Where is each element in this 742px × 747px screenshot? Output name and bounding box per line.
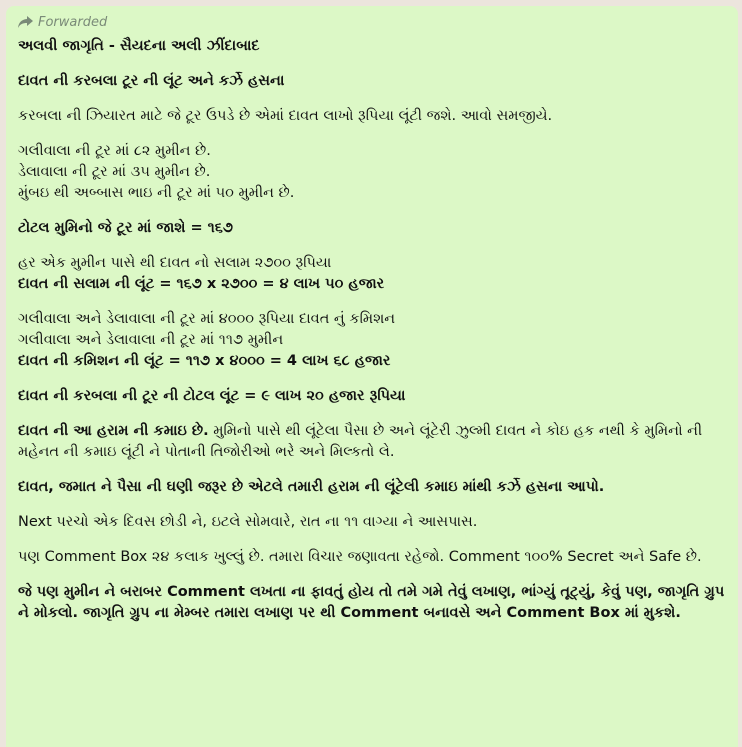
demand-paragraph: દાવત, જમાત ને પૈસા ની ઘણી જરૂર છે એટલે તમારી હરામ ની લૂંટેલી કમાઇ માંથી કર્ઝે હસના આપો. xyxy=(18,479,605,495)
message-heading: દાવત ની કરબલા ટૂર ની લૂંટ અને કર્ઝે હસના xyxy=(18,73,285,89)
salaam-loot: દાવત ની સલામ ની લૂંટ = ૧૬૭ x ૨૭૦૦ = ૪ લાખ ૫૦ હજાર xyxy=(18,276,385,292)
tour-line-3: મુંબઇ થી અબ્બાસ ભાઇ ની ટૂર માં ૫૦ મુમીન છે. xyxy=(18,185,295,201)
tour-line-1: ગલીવાલા ની ટૂર માં ૮૨ મુમીન છે. xyxy=(18,143,211,159)
message-bubble[interactable] xyxy=(6,6,738,747)
total-loot: દાવત ની કરબલા ની ટૂર ની ટોટલ લૂંટ = ૯ લાખ ૨૦ હજાર રૂપિયા xyxy=(18,388,406,404)
tour-line-2: ડેલાવાલા ની ટૂર માં ૩૫ મુમીન છે. xyxy=(18,164,211,180)
comment-box-paragraph: પણ Comment Box ૨૪ કલાક ખુલ્લું છે. તમારા વિચાર જણાવતા રહેજો. Comment ૧૦૦% Secret અને Safe છે. xyxy=(18,549,702,565)
haram-bold: દાવત ની આ હરામ ની કમાઇ છે. xyxy=(18,423,209,439)
next-paragraph: Next પરચો એક દિવસ છોડી ને, ઇટલે સોમવારે, રાત ના ૧૧ વાગ્યા ને આસપાસ. xyxy=(18,514,478,530)
message-text xyxy=(18,36,728,624)
commission-line-2: ગલીવાલા અને ડેલાવાલા ની ટૂર માં ૧૧૭ મુમીન xyxy=(18,332,284,348)
commission-loot: દાવત ની કમિશન ની લૂંટ = ૧૧૭ x ૪૦૦૦ = 4 લાખ ૬૮ હજાર xyxy=(18,353,391,369)
total-mumin: ટોટલ મુમિનો જે ટૂર માં જાશે = ૧૬૭ xyxy=(18,220,233,236)
commission-block xyxy=(18,309,728,372)
closing-paragraph: જે પણ મુમીન ને બરાબર Comment લખતા ના ફાવતું હોય તો તમે ગમે તેવું લખાણ, ભાંગ્યું તૂટ્યું, કેવું પણ, જાગૃતિ ગ્રુપ ને મોકલો. જાગૃતિ ગ્રુપ ના મેમ્બર તમારા લખાણ પર થી Comment બનાવસે અને Comment Box માં મુકશે. xyxy=(18,584,725,621)
commission-line-1: ગલીવાલા અને ડેલાવાલા ની ટૂર માં ૪૦૦૦ રૂપિયા દાવત નું કમિશન xyxy=(18,311,396,327)
salaam-line: હર એક મુમીન પાસે થી દાવત નો સલામ ૨૭૦૦ રૂપિયા xyxy=(18,255,332,271)
message-intro: કરબલા ની ઝિયારત માટે જે ટૂર ઉપડે છે એમાં દાવત લાખો રૂપિયા લૂંટી જશે. આવો સમજીયે. xyxy=(18,108,553,124)
forwarded-indicator xyxy=(18,14,728,30)
forwarded-label: Forwarded xyxy=(38,14,108,30)
tour-counts-block xyxy=(18,141,728,204)
haram-rest: મુમિનો પાસે થી લૂંટેલા પૈસા છે અને લૂંટેરી ઝુલ્મી દાવત ને કોઇ હક નથી કે મુમિનો ની મહેનત ની કમાઇ લૂંટી ને પોતાની તિજોરીઓ ભરે અને મિલ્કતો લે. xyxy=(18,423,703,460)
forward-arrow-icon xyxy=(18,16,33,28)
haram-paragraph xyxy=(18,421,728,463)
salaam-block xyxy=(18,253,728,295)
message-title: અલવી જાગૃતિ - સૈયદના અલી ઝીંદાબાદ xyxy=(18,38,260,54)
